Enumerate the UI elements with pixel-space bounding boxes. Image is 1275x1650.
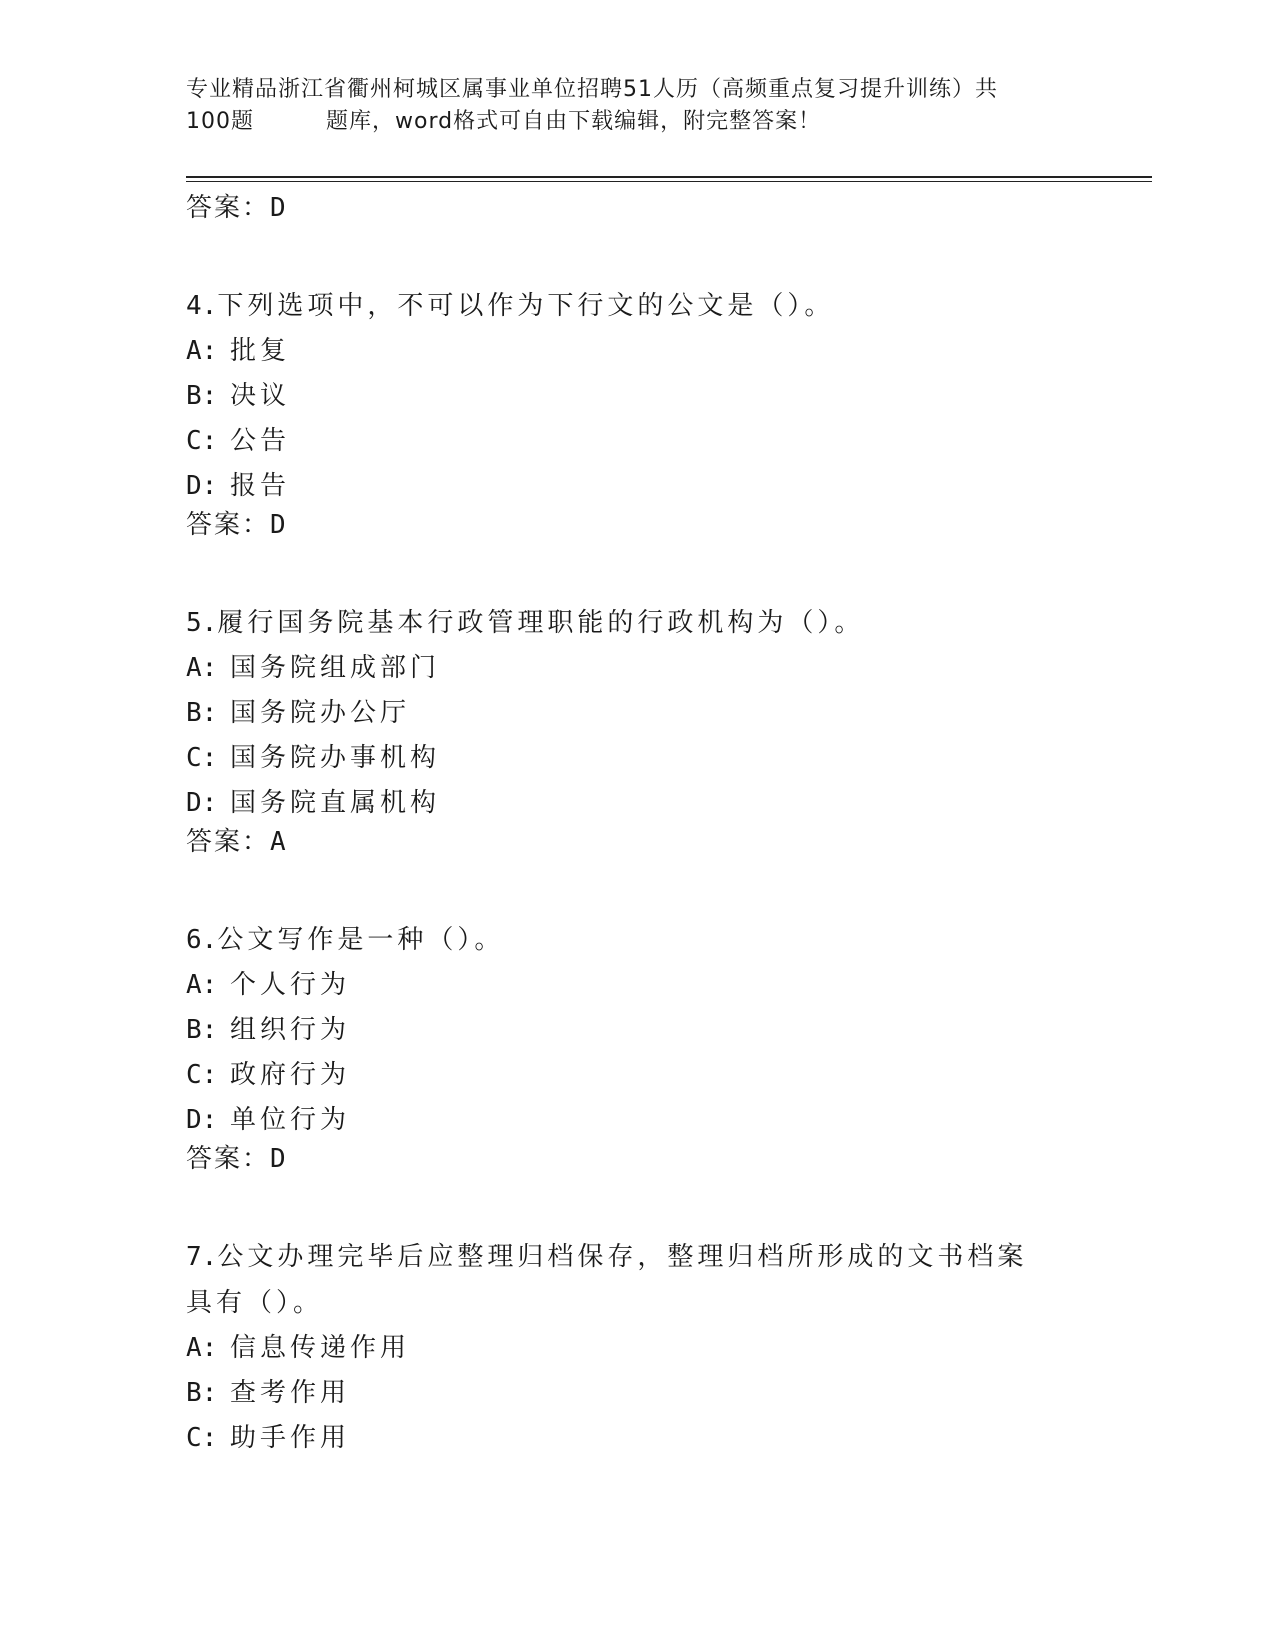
- header-subtitle: 题库，word格式可自由下载编辑，附完整答案！: [326, 109, 822, 134]
- option-b: [186, 691, 1146, 736]
- option-d: [186, 781, 1146, 826]
- answer-label: 答案：: [186, 193, 271, 223]
- option-text: 助手作用: [230, 1423, 351, 1453]
- option-key: C:: [186, 743, 218, 773]
- option-c: [186, 1416, 1146, 1461]
- option-key: D:: [186, 788, 218, 818]
- header-divider-thin: [186, 181, 1152, 182]
- option-b: [186, 1371, 1146, 1416]
- option-key: A:: [186, 653, 218, 683]
- option-d: [186, 1098, 1146, 1143]
- question-item: [186, 283, 1146, 553]
- question-number: 6.: [186, 925, 218, 955]
- option-key: C:: [186, 1060, 218, 1090]
- question-number: 5.: [186, 608, 218, 638]
- option-c: [186, 1053, 1146, 1098]
- option-text: 批复: [230, 336, 291, 366]
- question-stem: 下列选项中，不可以作为下行文的公文是（）。: [217, 291, 835, 321]
- option-text: 国务院组成部门: [230, 653, 441, 683]
- option-a: [186, 1326, 1146, 1371]
- header-line-1: 专业精品浙江省衢州柯城区属事业单位招聘51人历（高频重点复习提升训练）共: [186, 77, 998, 102]
- answer-value: D: [270, 510, 288, 540]
- answer-value: D: [270, 1144, 288, 1174]
- answer-line: [186, 192, 1146, 236]
- option-text: 国务院办事机构: [230, 743, 441, 773]
- option-text: 公告: [230, 426, 291, 456]
- question-item: [186, 1234, 1146, 1461]
- option-key: D:: [186, 1105, 218, 1135]
- option-text: 国务院办公厅: [230, 698, 411, 728]
- answer-label: 答案：: [186, 827, 271, 857]
- question-text: [186, 917, 1146, 963]
- option-key: A:: [186, 336, 218, 366]
- question-stem: 公文办理完毕后应整理归档保存，整理归档所形成的文书档案具有（）。: [186, 1242, 1028, 1318]
- option-key: B:: [186, 1015, 218, 1045]
- option-text: 个人行为: [230, 970, 351, 1000]
- question-list: [186, 192, 1146, 1461]
- option-key: A:: [186, 1333, 218, 1363]
- option-key: A:: [186, 970, 218, 1000]
- header-divider-thick: [186, 176, 1152, 178]
- option-text: 查考作用: [230, 1378, 351, 1408]
- header-line-2: [186, 106, 1086, 138]
- header-question-count: 100题: [186, 109, 254, 134]
- option-text: 报告: [230, 471, 291, 501]
- option-text: 决议: [230, 381, 291, 411]
- option-text: 信息传递作用: [230, 1333, 411, 1363]
- answer-label: 答案：: [186, 510, 271, 540]
- option-key: D:: [186, 471, 218, 501]
- answer-line: [186, 509, 1146, 553]
- option-text: 组织行为: [230, 1015, 351, 1045]
- option-text: 政府行为: [230, 1060, 351, 1090]
- question-stem: 履行国务院基本行政管理职能的行政机构为（）。: [217, 608, 865, 638]
- question-text: [186, 283, 1146, 329]
- question-number: 7.: [186, 1242, 218, 1272]
- question-stem: 公文写作是一种（）。: [217, 925, 505, 955]
- option-c: [186, 419, 1146, 464]
- answer-line: [186, 826, 1146, 870]
- answer-value: A: [270, 827, 288, 857]
- option-key: C:: [186, 1423, 218, 1453]
- question-number: 4.: [186, 291, 218, 321]
- option-b: [186, 374, 1146, 419]
- option-a: [186, 963, 1146, 1008]
- answer-line: [186, 1143, 1146, 1187]
- question-item: [186, 600, 1146, 870]
- answer-value: D: [270, 193, 288, 223]
- option-text: 单位行为: [230, 1105, 351, 1135]
- option-key: C:: [186, 426, 218, 456]
- question-item: [186, 917, 1146, 1187]
- document-header: [186, 74, 1086, 138]
- question-text: [186, 600, 1146, 646]
- option-key: B:: [186, 1378, 218, 1408]
- option-d: [186, 464, 1146, 509]
- option-b: [186, 1008, 1146, 1053]
- option-a: [186, 646, 1146, 691]
- option-text: 国务院直属机构: [230, 788, 441, 818]
- option-key: B:: [186, 698, 218, 728]
- question-text: [186, 1234, 1046, 1326]
- answer-label: 答案：: [186, 1144, 271, 1174]
- option-key: B:: [186, 381, 218, 411]
- option-c: [186, 736, 1146, 781]
- option-a: [186, 329, 1146, 374]
